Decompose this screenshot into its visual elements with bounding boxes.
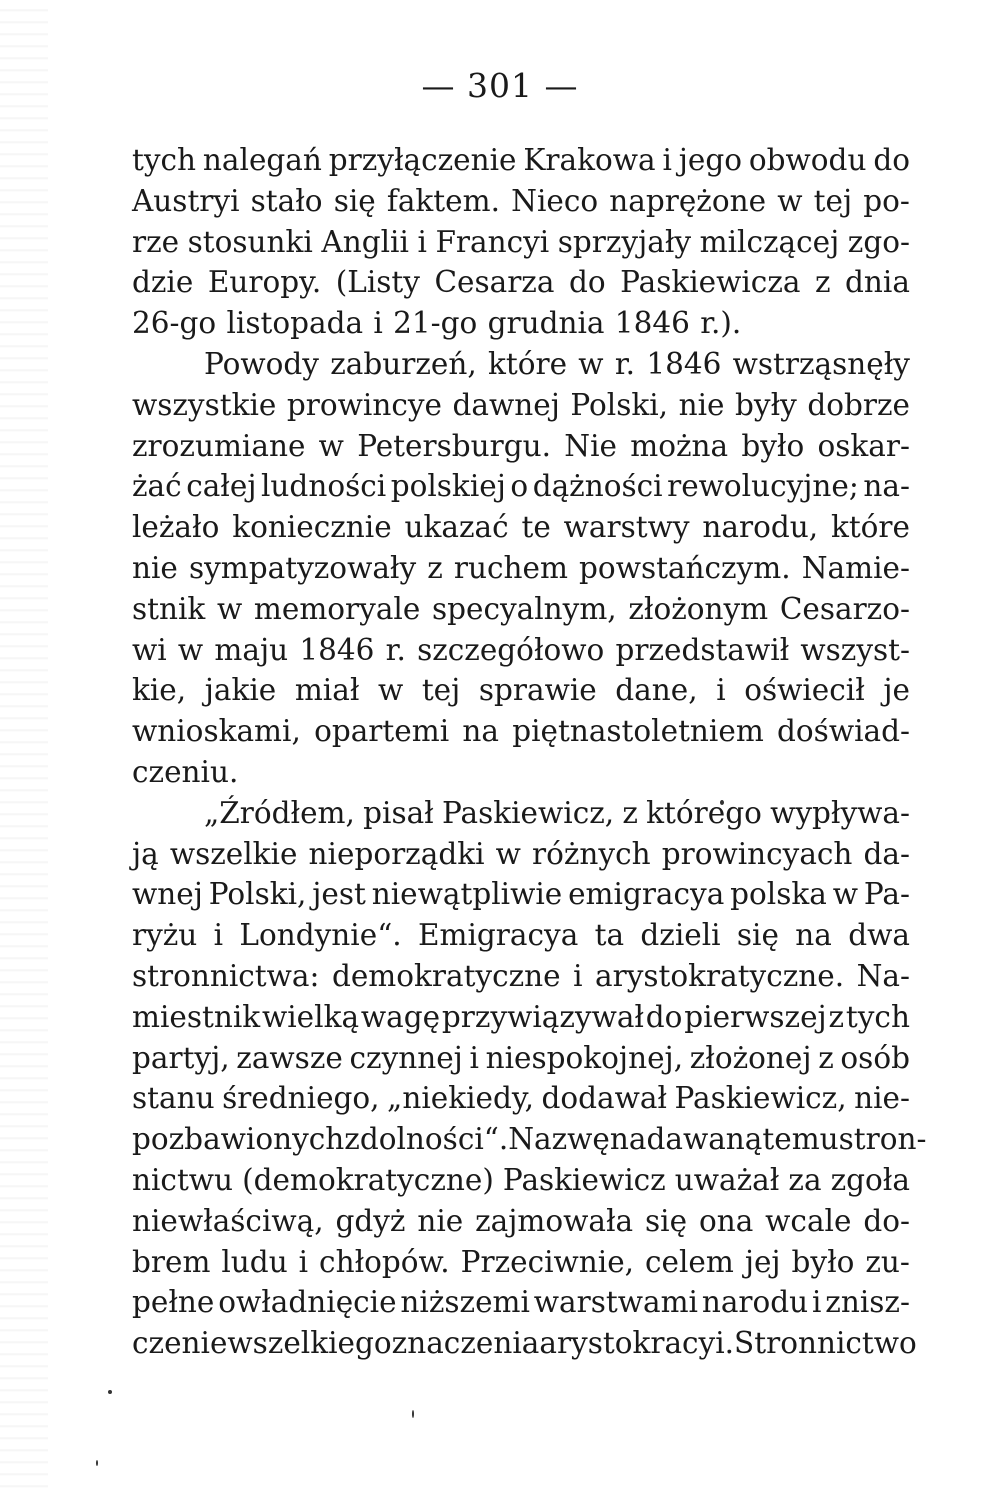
ink-speck bbox=[412, 1410, 414, 1418]
text-line: pełne owładnięcie niższemi warstwami narodu i znisz- bbox=[132, 1285, 910, 1320]
ink-speck bbox=[108, 1390, 112, 1394]
text-line: ryżu i Londynie“. Emigracya ta dzieli się na dwa bbox=[132, 918, 910, 953]
text-line: żać całej ludności polskiej o dążności rewolucyjne; na- bbox=[132, 469, 910, 504]
page-number: — 301 — bbox=[421, 66, 579, 105]
text-line: nictwu (demokratyczne) Paskiewicz uważał za zgoła bbox=[132, 1162, 910, 1197]
text-line: rze stosunki Anglii i Francyi sprzyjały milczącej zgo- bbox=[132, 224, 910, 259]
text-line: 26-go listopada i 21-go grudnia 1846 r.). bbox=[132, 306, 742, 341]
text-line: stronnictwa: demokratyczne i arystokratyczne. Na- bbox=[132, 958, 910, 993]
ink-speck bbox=[96, 1460, 98, 1466]
body-text bbox=[132, 140, 927, 1364]
text-line: ją wszelkie nieporządki w różnych prowincyach da- bbox=[132, 836, 910, 871]
text-line: czenie wszelkiego znaczenia arystokracyi. Stronnictwo bbox=[132, 1326, 917, 1361]
text-line: wi w maju 1846 r. szczegółowo przedstawił wszyst- bbox=[132, 632, 910, 667]
text-line: zrozumiane w Petersburgu. Nie można było oskar- bbox=[132, 428, 910, 463]
text-line: leżało koniecznie ukazać te warstwy narodu, które bbox=[132, 510, 910, 545]
text-line: stanu średniego, „niekiedy, dodawał Paskiewicz, nie- bbox=[132, 1081, 910, 1116]
text-line: dzie Europy. (Listy Cesarza do Paskiewicza z dnia bbox=[132, 265, 910, 300]
text-line: „Źródłem, pisał Paskiewicz, z którego wypływa- bbox=[204, 795, 910, 830]
text-line: czeniu. bbox=[132, 754, 239, 789]
text-line: Powody zaburzeń, które w r. 1846 wstrząsnęły bbox=[204, 346, 910, 381]
text-line: wszystkie prowincye dawnej Polski, nie były dobrze bbox=[132, 387, 910, 422]
text-line: pozbawionych zdolności“. Nazwę nadawaną temu stron- bbox=[132, 1122, 927, 1157]
page-gutter-edge bbox=[0, 0, 48, 1496]
text-line: kie, jakie miał w tej sprawie dane, i oświecił je bbox=[132, 673, 910, 708]
text-line: tych nalegań przyłączenie Krakowa i jego obwodu do bbox=[132, 143, 910, 177]
text-line: niewłaściwą, gdyż nie zajmowała się ona wcale do- bbox=[132, 1203, 910, 1238]
text-line: wnioskami, opartemi na piętnastoletniem doświad- bbox=[132, 714, 910, 749]
text-line: stnik w memoryale specyalnym, złożonym Cesarzo- bbox=[132, 591, 910, 626]
text-line: wnej Polski, jest niewątpliwie emigracya polska w Pa- bbox=[132, 877, 910, 912]
text-line: miestnik wielką wagę przywiązywał do pierwszej z tych bbox=[132, 999, 910, 1034]
text-line: nie sympatyzowały z ruchem powstańczym. Namie- bbox=[132, 550, 910, 585]
text-line: partyj, zawsze czynnej i niespokojnej, złożonej z osób bbox=[132, 1040, 910, 1075]
text-line: Austryi stało się faktem. Nieco naprężone w tej po- bbox=[132, 183, 910, 218]
text-line: brem ludu i chłopów. Przeciwnie, celem jej było zu- bbox=[132, 1244, 910, 1279]
